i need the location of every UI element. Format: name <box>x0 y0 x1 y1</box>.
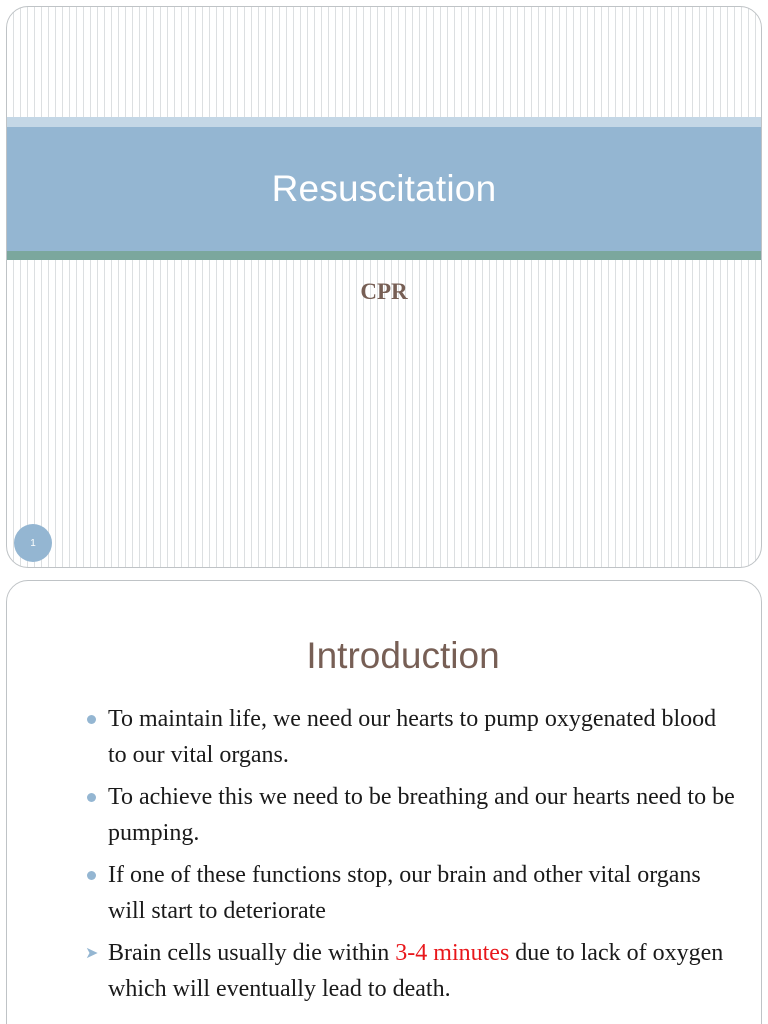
bullet-text-start: Brain cells usually die within <box>108 940 396 966</box>
slide-subtitle: CPR <box>360 279 408 304</box>
bullet-item <box>85 701 735 773</box>
title-band-top-stripe <box>7 117 761 127</box>
bullet-text: If one of these functions stop, our brain and other vital organs will start to deteriorate <box>108 862 701 924</box>
introduction-slide <box>6 580 762 1024</box>
slide-heading: Introduction <box>306 635 500 676</box>
highlighted-duration: 3-4 minutes <box>395 940 510 966</box>
bullet-item <box>85 857 735 929</box>
title-band <box>7 127 761 251</box>
bullet-dot-icon <box>85 701 103 737</box>
arrow-bullet-icon: ➤ <box>85 943 99 962</box>
bullet-dot-icon <box>85 857 103 893</box>
slide-title: Resuscitation <box>271 168 497 209</box>
bullet-list <box>85 701 735 1013</box>
bullet-item <box>85 779 735 851</box>
title-band-bottom-stripe <box>7 251 761 260</box>
bullet-dot-icon <box>85 779 103 815</box>
bullet-item <box>85 935 735 1007</box>
title-slide <box>6 6 762 568</box>
bullet-text-end: due to lack of oxygen which will eventually lead to death. <box>108 940 724 1002</box>
slide-number-badge: 1 <box>14 524 52 562</box>
bullet-text: To achieve this we need to be breathing and our hearts need to be pumping. <box>108 784 735 846</box>
bullet-text: To maintain life, we need our hearts to pump oxygenated blood to our vital organs. <box>108 706 717 768</box>
